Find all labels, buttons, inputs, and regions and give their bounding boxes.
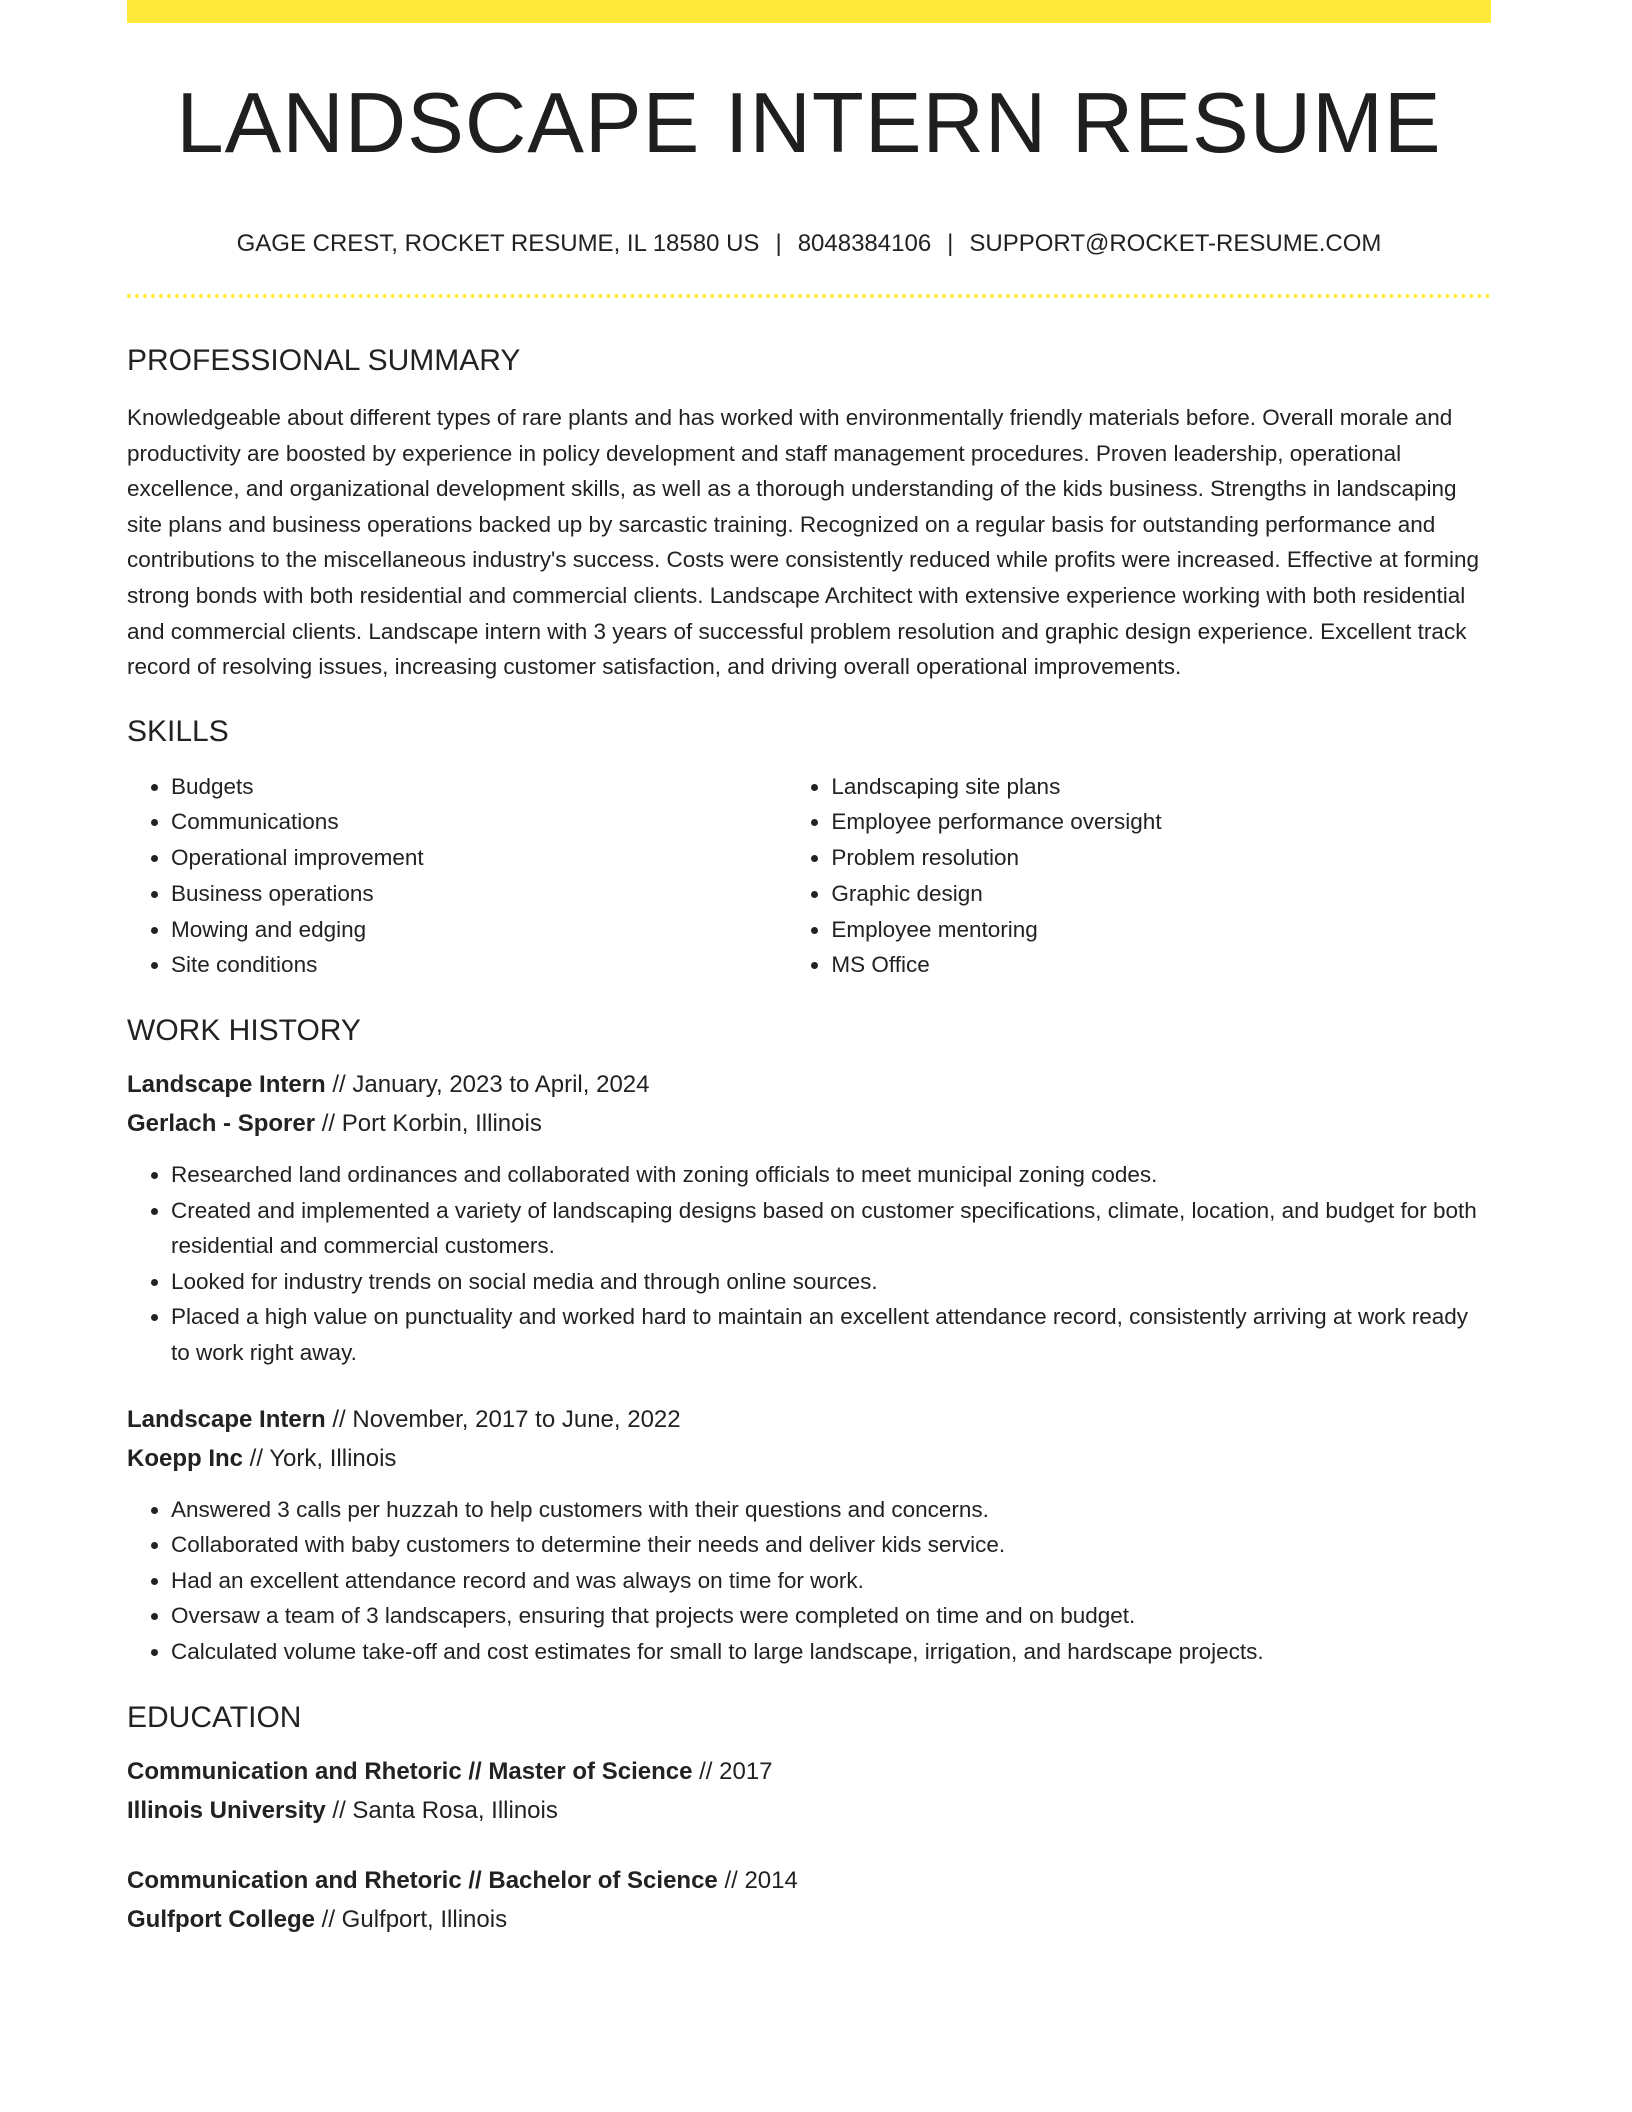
skills-heading: SKILLS	[127, 714, 229, 748]
job-entry	[127, 1400, 1491, 1670]
education-entry	[127, 1752, 1491, 1830]
skill-item: • Budgets	[171, 769, 787, 805]
resume-title: LANDSCAPE INTERN RESUME	[176, 76, 1442, 171]
job-company: Koepp Inc	[127, 1444, 244, 1472]
job-company: Gerlach - Sporer	[127, 1109, 316, 1137]
work-history-heading: WORK HISTORY	[127, 1013, 361, 1047]
contact-line	[127, 232, 1491, 256]
job-title-line	[127, 1065, 1491, 1104]
job-location: // Port Korbin, Illinois	[315, 1109, 542, 1137]
job-bullet: • Answered 3 calls per huzzah to help customers with their questions and concerns.	[171, 1492, 1491, 1528]
education-school: Gulfport College	[127, 1905, 315, 1933]
job-title: Landscape Intern	[127, 1405, 326, 1433]
education-year: // 2017	[692, 1757, 773, 1785]
skill-item: • Landscaping site plans	[831, 769, 1491, 805]
education-year: // 2014	[717, 1866, 798, 1894]
skill-item: • Operational improvement	[171, 840, 787, 876]
job-bullets	[127, 1157, 1491, 1371]
job-bullet: • Created and implemented a variety of landscaping designs based on customer specifications, climate, location, and budget for both residential and commercial customers.	[171, 1193, 1491, 1264]
skill-item: • Mowing and edging	[171, 912, 787, 948]
education-degree-line	[127, 1752, 1491, 1791]
education-degree-line	[127, 1861, 1491, 1900]
skill-item: • Communications	[171, 804, 787, 840]
summary-heading: PROFESSIONAL SUMMARY	[127, 344, 521, 377]
contact-email: SUPPORT@ROCKET-RESUME.COM	[969, 230, 1382, 257]
education-degree: Communication and Rhetoric // Bachelor of Science	[127, 1866, 718, 1894]
top-accent-bar	[127, 0, 1491, 23]
contact-address: GAGE CREST, ROCKET RESUME, IL 18580 US	[236, 230, 760, 257]
job-company-line	[127, 1104, 1491, 1143]
job-bullet: • Looked for industry trends on social media and through online sources.	[171, 1264, 1491, 1300]
skill-item: • Problem resolution	[831, 840, 1491, 876]
job-bullet: • Placed a high value on punctuality and worked hard to maintain an excellent attendance record, consistently arriving at work ready to work right away.	[171, 1299, 1491, 1370]
job-dates: // November, 2017 to June, 2022	[325, 1405, 681, 1433]
job-bullet: • Oversaw a team of 3 landscapers, ensuring that projects were completed on time and on budget.	[171, 1598, 1491, 1634]
resume-page	[127, 0, 1491, 1939]
education-school-line	[127, 1900, 1491, 1939]
job-bullet: • Calculated volume take-off and cost estimates for small to large landscape, irrigation, and hardscape projects.	[171, 1634, 1491, 1670]
skills-column-right	[787, 769, 1491, 983]
skills-column-left	[127, 769, 787, 983]
skill-item: • Site conditions	[171, 947, 787, 983]
job-bullet: • Had an excellent attendance record and was always on time for work.	[171, 1563, 1491, 1599]
header-divider	[127, 294, 1491, 298]
job-bullets	[127, 1492, 1491, 1670]
skill-item: • Employee performance oversight	[831, 804, 1491, 840]
education-school: Illinois University	[127, 1796, 326, 1824]
job-entry	[127, 1065, 1491, 1371]
education-entry	[127, 1861, 1491, 1939]
skills-list	[127, 769, 1491, 983]
job-bullet: • Researched land ordinances and collaborated with zoning officials to meet municipal zoning codes.	[171, 1157, 1491, 1193]
skill-item: • Graphic design	[831, 876, 1491, 912]
contact-phone: 8048384106	[797, 230, 932, 257]
job-location: // York, Illinois	[243, 1444, 397, 1472]
contact-separator: |	[947, 230, 954, 257]
job-title: Landscape Intern	[127, 1070, 326, 1098]
job-title-line	[127, 1400, 1491, 1439]
skill-item: • Business operations	[171, 876, 787, 912]
education-heading: EDUCATION	[127, 1700, 302, 1734]
job-bullet: • Collaborated with baby customers to determine their needs and deliver kids service.	[171, 1527, 1491, 1563]
education-degree: Communication and Rhetoric // Master of Science	[127, 1757, 693, 1785]
job-company-line	[127, 1439, 1491, 1478]
skill-item: • MS Office	[831, 947, 1491, 983]
contact-separator: |	[775, 230, 782, 257]
education-location: // Gulfport, Illinois	[315, 1905, 508, 1933]
summary-text: Knowledgeable about different types of rare plants and has worked with environmentally friendly materials before. Overall morale and productivity are boosted by experience in policy development and staff management procedures. Proven leadership, operational excellence, and organizational development skills, as well as a thorough understanding of the kids business. Strengths in landscaping site plans and business operations backed up by sarcastic training. Recognized on a regular basis for outstanding performance and contributions to the miscellaneous industry's success. Costs were consistently reduced while profits were increased. Effective at forming strong bonds with both residential and commercial clients. Landscape Architect with extensive experience working with both residential and commercial clients. Landscape intern with 3 years of successful problem resolution and graphic design experience. Excellent track record of resolving issues, increasing customer satisfaction, and driving overall operational improvements.	[127, 405, 1479, 680]
education-school-line	[127, 1791, 1491, 1830]
skill-item: • Employee mentoring	[831, 912, 1491, 948]
education-location: // Santa Rosa, Illinois	[325, 1796, 558, 1824]
job-dates: // January, 2023 to April, 2024	[325, 1070, 650, 1098]
